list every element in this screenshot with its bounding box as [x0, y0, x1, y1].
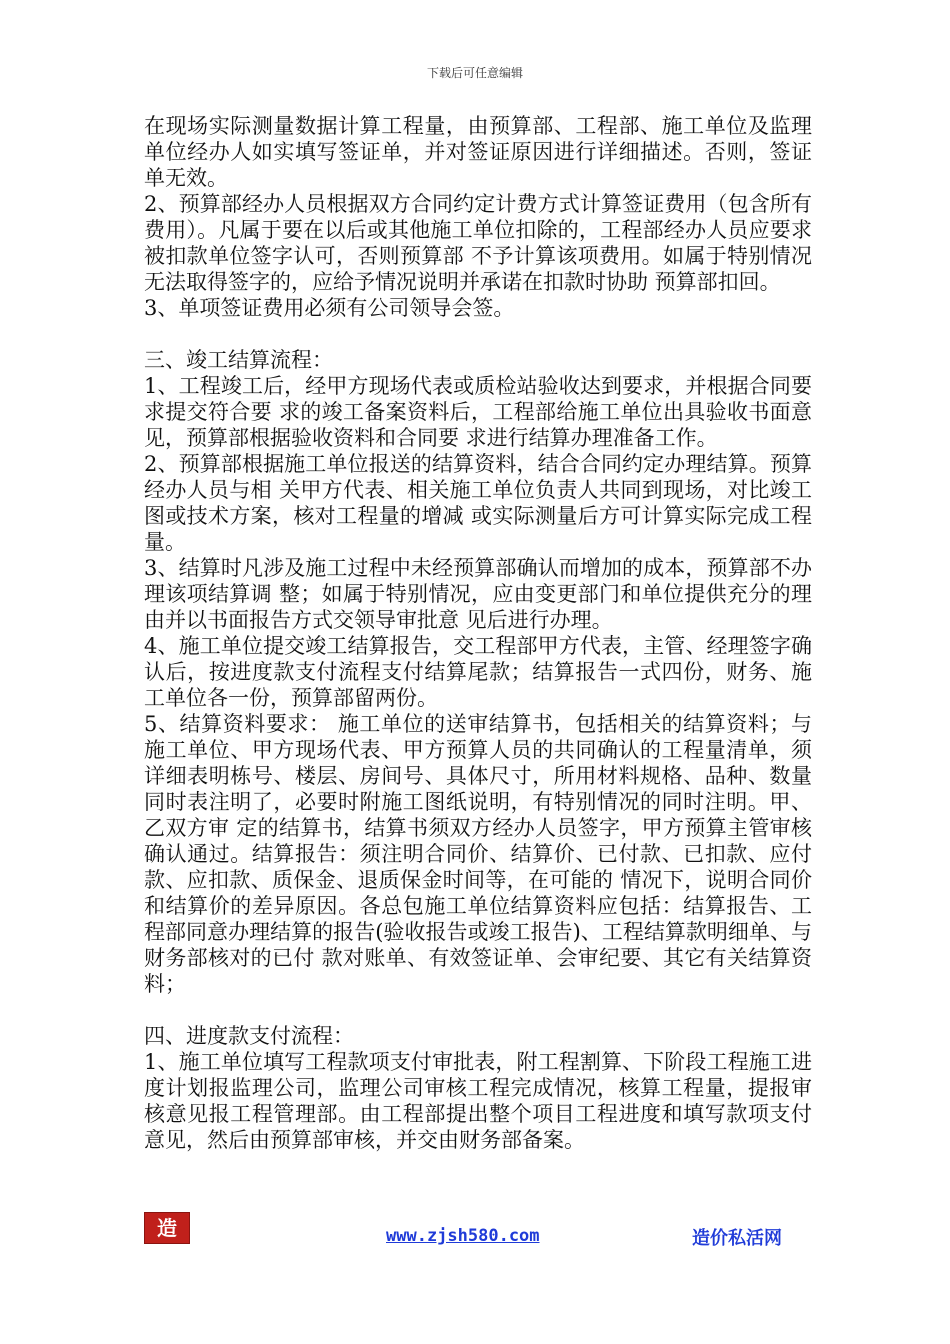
site-name-link[interactable]: 造价私活网 [692, 1228, 782, 1249]
blank-line [144, 321, 812, 347]
paragraph: 5、结算资料要求： 施工单位的送审结算书，包括相关的结算资料；与施工单位、甲方现场代表、甲方预算人员的共同确认的工程量清单，须详细表明栋号、楼层、房间号、具体尺寸，所用材料规格、品种、数量同时表注明了，必要时附施工图纸说明，有特别情况的同时注明。甲、乙双方审 定的结算书，结算书须双方经办人员签字，甲方预算主管审核确认通过。结算报告：须注明合同价、结算价、已付款、已扣款、应付款、应扣款、质保金、退质保金时间等，在可能的 情况下，说明合同价和结算价的差异原因。各总包施工单位结算资料应包括：结算报告、工 程部同意办理结算的报告(验收报告或竣工报告)、工程结算款明细单、与财务部核对的已付 款对账单、有效签证单、会审纪要、其它有关结算资料； [144, 712, 812, 996]
paragraph: 1、工程竣工后，经甲方现场代表或质检站验收达到要求，并根据合同要求提交符合要 求的竣工备案资料后，工程部给施工单位出具验收书面意见，预算部根据验收资料和合同要 求进行结算办理准备工作。 [144, 374, 812, 450]
paragraph: 4、施工单位提交竣工结算报告，交工程部甲方代表，主管、经理签字确认后，按进度款支付流程支付结算尾款；结算报告一式四份，财务、施工单位各一份，预算部留两份。 [144, 634, 812, 710]
blank-line [144, 997, 812, 1023]
section-heading: 四、进度款支付流程： [144, 1024, 354, 1048]
paragraph: 2、预算部经办人员根据双方合同约定计费方式计算签证费用（包含所有费用）。凡属于要在以后或其他施工单位扣除的，工程部经办人员应要求被扣款单位签字认可，否则预算部 不予计算该项费用。如属于特别情况无法取得签字的，应给予情况说明并承诺在扣款时协助 预算部扣回。 [144, 192, 812, 294]
page-header: 下载后可任意编辑 [426, 66, 523, 80]
site-logo: 造 [144, 1212, 190, 1244]
paragraph: 3、结算时凡涉及施工过程中未经预算部确认而增加的成本，预算部不办理该项结算调 整；如属于特别情况，应由变更部门和单位提供充分的理由并以书面报告方式交领导审批意 见后进行办理。 [144, 556, 812, 632]
paragraph: 2、预算部根据施工单位报送的结算资料，结合合同约定办理结算。预算经办人员与相 关甲方代表、相关施工单位负责人共同到现场，对比竣工图或技术方案，核对工程量的增减 或实际测量后方可计算实际完成工程量。 [144, 452, 812, 554]
page-footer [144, 1212, 812, 1252]
site-url-link[interactable]: www.zjsh580.com [386, 1226, 540, 1246]
paragraph: 1、施工单位填写工程款项支付审批表，附工程割算、下阶段工程施工进度计划报监理公司，监理公司审核工程完成情况，核算工程量，提报审核意见报工程管理部。由工程部提出整个项目工程进度和填写款项支付意见，然后由预算部审核，并交由财务部备案。 [144, 1050, 812, 1152]
section-heading: 三、竣工结算流程： [144, 348, 333, 372]
document-body [144, 113, 812, 1153]
paragraph: 3、单项签证费用必须有公司领导会签。 [144, 296, 515, 320]
paragraph: 在现场实际测量数据计算工程量，由预算部、工程部、施工单位及监理单位经办人如实填写签证单，并对签证原因进行详细描述。否则，签证单无效。 [144, 114, 812, 190]
